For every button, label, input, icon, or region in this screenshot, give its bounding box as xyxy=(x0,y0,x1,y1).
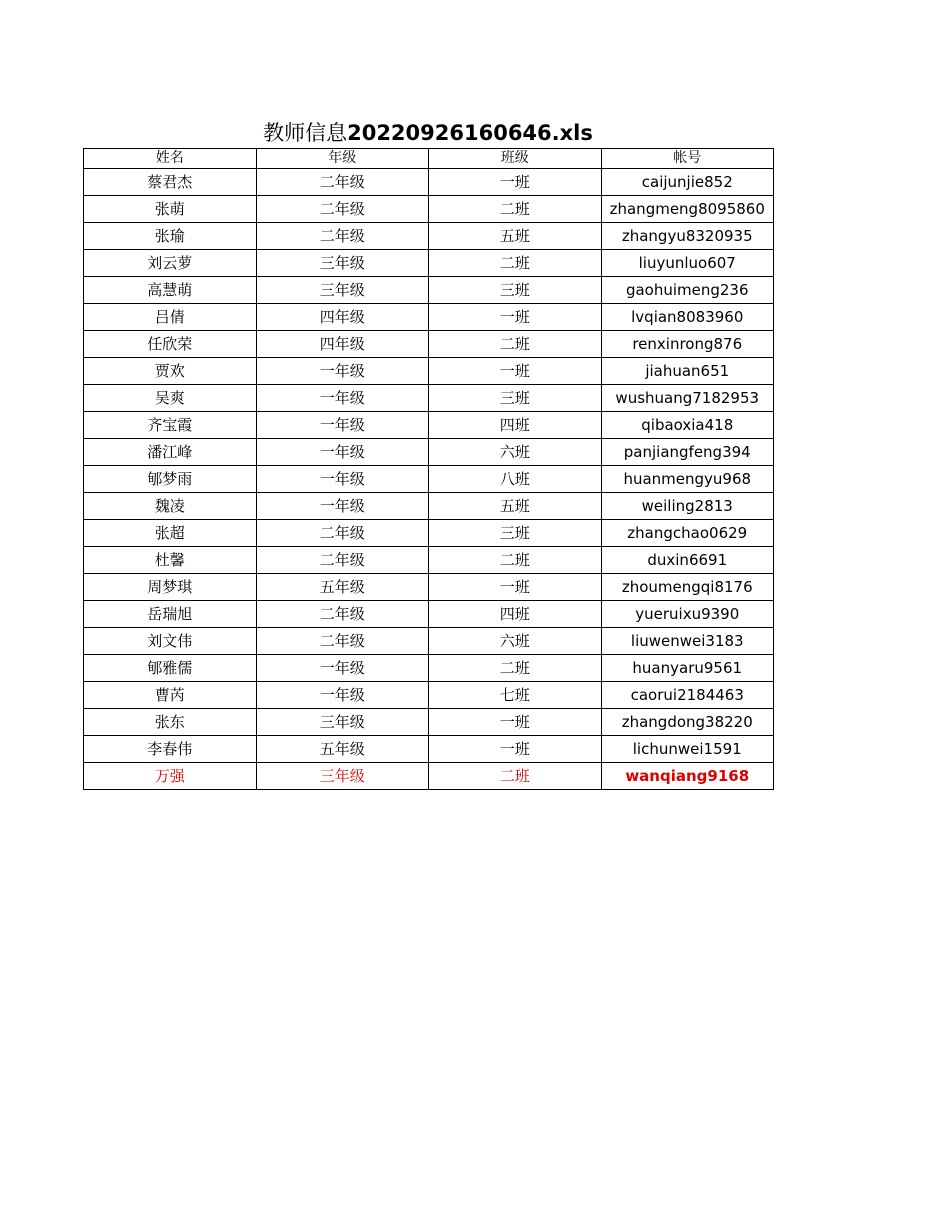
header-class: 班级 xyxy=(429,149,602,169)
cell-account: yueruixu9390 xyxy=(601,601,774,628)
table-row xyxy=(84,439,774,466)
cell-class: 四班 xyxy=(429,412,602,439)
cell-grade: 二年级 xyxy=(256,520,429,547)
cell-account: wushuang7182953 xyxy=(601,385,774,412)
table-row xyxy=(84,655,774,682)
table-row xyxy=(84,493,774,520)
cell-account: duxin6691 xyxy=(601,547,774,574)
cell-account: weiling2813 xyxy=(601,493,774,520)
cell-account: wanqiang9168 xyxy=(601,763,774,790)
cell-grade: 三年级 xyxy=(256,250,429,277)
cell-name: 郇雅儒 xyxy=(84,655,257,682)
cell-class: 六班 xyxy=(429,628,602,655)
table-row xyxy=(84,547,774,574)
cell-class: 一班 xyxy=(429,358,602,385)
header-name: 姓名 xyxy=(84,149,257,169)
cell-name: 刘云萝 xyxy=(84,250,257,277)
table-row xyxy=(84,358,774,385)
cell-name: 张东 xyxy=(84,709,257,736)
table-row xyxy=(84,385,774,412)
cell-name: 杜馨 xyxy=(84,547,257,574)
cell-account: zhangyu8320935 xyxy=(601,223,774,250)
table-row xyxy=(84,466,774,493)
cell-class: 五班 xyxy=(429,493,602,520)
cell-grade: 一年级 xyxy=(256,466,429,493)
cell-name: 李春伟 xyxy=(84,736,257,763)
cell-grade: 一年级 xyxy=(256,493,429,520)
sheet-title-prefix: 教师信息 xyxy=(263,121,348,145)
table-header-row xyxy=(84,149,774,169)
table-row xyxy=(84,682,774,709)
table-row xyxy=(84,412,774,439)
table-row xyxy=(84,601,774,628)
cell-name: 刘文伟 xyxy=(84,628,257,655)
cell-grade: 三年级 xyxy=(256,709,429,736)
table-row xyxy=(84,304,774,331)
cell-class: 一班 xyxy=(429,574,602,601)
cell-account: caijunjie852 xyxy=(601,169,774,196)
cell-grade: 三年级 xyxy=(256,763,429,790)
cell-name: 周梦琪 xyxy=(84,574,257,601)
cell-grade: 五年级 xyxy=(256,736,429,763)
cell-grade: 一年级 xyxy=(256,412,429,439)
cell-name: 岳瑞旭 xyxy=(84,601,257,628)
cell-grade: 一年级 xyxy=(256,682,429,709)
cell-class: 三班 xyxy=(429,520,602,547)
sheet-title xyxy=(83,118,773,148)
cell-grade: 二年级 xyxy=(256,196,429,223)
cell-name: 张超 xyxy=(84,520,257,547)
table-row xyxy=(84,196,774,223)
table-row-highlighted xyxy=(84,763,774,790)
cell-class: 八班 xyxy=(429,466,602,493)
table-row xyxy=(84,709,774,736)
cell-account: huanyaru9561 xyxy=(601,655,774,682)
cell-account: zhoumengqi8176 xyxy=(601,574,774,601)
cell-grade: 三年级 xyxy=(256,277,429,304)
cell-grade: 一年级 xyxy=(256,385,429,412)
table-row xyxy=(84,520,774,547)
cell-grade: 一年级 xyxy=(256,439,429,466)
cell-grade: 一年级 xyxy=(256,655,429,682)
header-account: 帐号 xyxy=(601,149,774,169)
cell-account: lvqian8083960 xyxy=(601,304,774,331)
cell-name: 魏凌 xyxy=(84,493,257,520)
table-row xyxy=(84,331,774,358)
cell-name: 郇梦雨 xyxy=(84,466,257,493)
table-row xyxy=(84,628,774,655)
cell-account: liuwenwei3183 xyxy=(601,628,774,655)
cell-class: 五班 xyxy=(429,223,602,250)
cell-name: 张萌 xyxy=(84,196,257,223)
cell-account: huanmengyu968 xyxy=(601,466,774,493)
table-row xyxy=(84,223,774,250)
cell-account: zhangdong38220 xyxy=(601,709,774,736)
sheet-title-filename: 20220926160646.xls xyxy=(347,121,593,145)
header-grade: 年级 xyxy=(256,149,429,169)
cell-class: 三班 xyxy=(429,385,602,412)
cell-name: 潘江峰 xyxy=(84,439,257,466)
table-row xyxy=(84,250,774,277)
table-row xyxy=(84,574,774,601)
cell-grade: 二年级 xyxy=(256,547,429,574)
table-body xyxy=(84,169,774,790)
cell-class: 一班 xyxy=(429,709,602,736)
cell-grade: 四年级 xyxy=(256,331,429,358)
cell-class: 七班 xyxy=(429,682,602,709)
cell-class: 二班 xyxy=(429,655,602,682)
cell-class: 六班 xyxy=(429,439,602,466)
teacher-info-table xyxy=(83,148,774,790)
cell-class: 二班 xyxy=(429,547,602,574)
cell-account: jiahuan651 xyxy=(601,358,774,385)
cell-class: 二班 xyxy=(429,250,602,277)
cell-class: 一班 xyxy=(429,736,602,763)
cell-account: panjiangfeng394 xyxy=(601,439,774,466)
table-row xyxy=(84,169,774,196)
cell-name: 贾欢 xyxy=(84,358,257,385)
table-row xyxy=(84,736,774,763)
cell-name: 高慧萌 xyxy=(84,277,257,304)
cell-grade: 二年级 xyxy=(256,169,429,196)
cell-name: 吕倩 xyxy=(84,304,257,331)
cell-grade: 二年级 xyxy=(256,223,429,250)
cell-account: zhangmeng8095860 xyxy=(601,196,774,223)
cell-class: 一班 xyxy=(429,169,602,196)
cell-account: zhangchao0629 xyxy=(601,520,774,547)
cell-account: liuyunluo607 xyxy=(601,250,774,277)
cell-class: 一班 xyxy=(429,304,602,331)
cell-grade: 四年级 xyxy=(256,304,429,331)
cell-account: renxinrong876 xyxy=(601,331,774,358)
cell-account: lichunwei1591 xyxy=(601,736,774,763)
cell-name: 任欣荣 xyxy=(84,331,257,358)
cell-name: 齐宝霞 xyxy=(84,412,257,439)
cell-class: 二班 xyxy=(429,331,602,358)
cell-name: 蔡君杰 xyxy=(84,169,257,196)
cell-class: 四班 xyxy=(429,601,602,628)
cell-grade: 一年级 xyxy=(256,358,429,385)
cell-account: caorui2184463 xyxy=(601,682,774,709)
cell-class: 二班 xyxy=(429,763,602,790)
cell-grade: 二年级 xyxy=(256,601,429,628)
table-row xyxy=(84,277,774,304)
cell-account: qibaoxia418 xyxy=(601,412,774,439)
cell-name: 曹芮 xyxy=(84,682,257,709)
cell-account: gaohuimeng236 xyxy=(601,277,774,304)
cell-name: 万强 xyxy=(84,763,257,790)
cell-name: 吴爽 xyxy=(84,385,257,412)
cell-grade: 二年级 xyxy=(256,628,429,655)
cell-name: 张瑜 xyxy=(84,223,257,250)
cell-grade: 五年级 xyxy=(256,574,429,601)
cell-class: 二班 xyxy=(429,196,602,223)
cell-class: 三班 xyxy=(429,277,602,304)
